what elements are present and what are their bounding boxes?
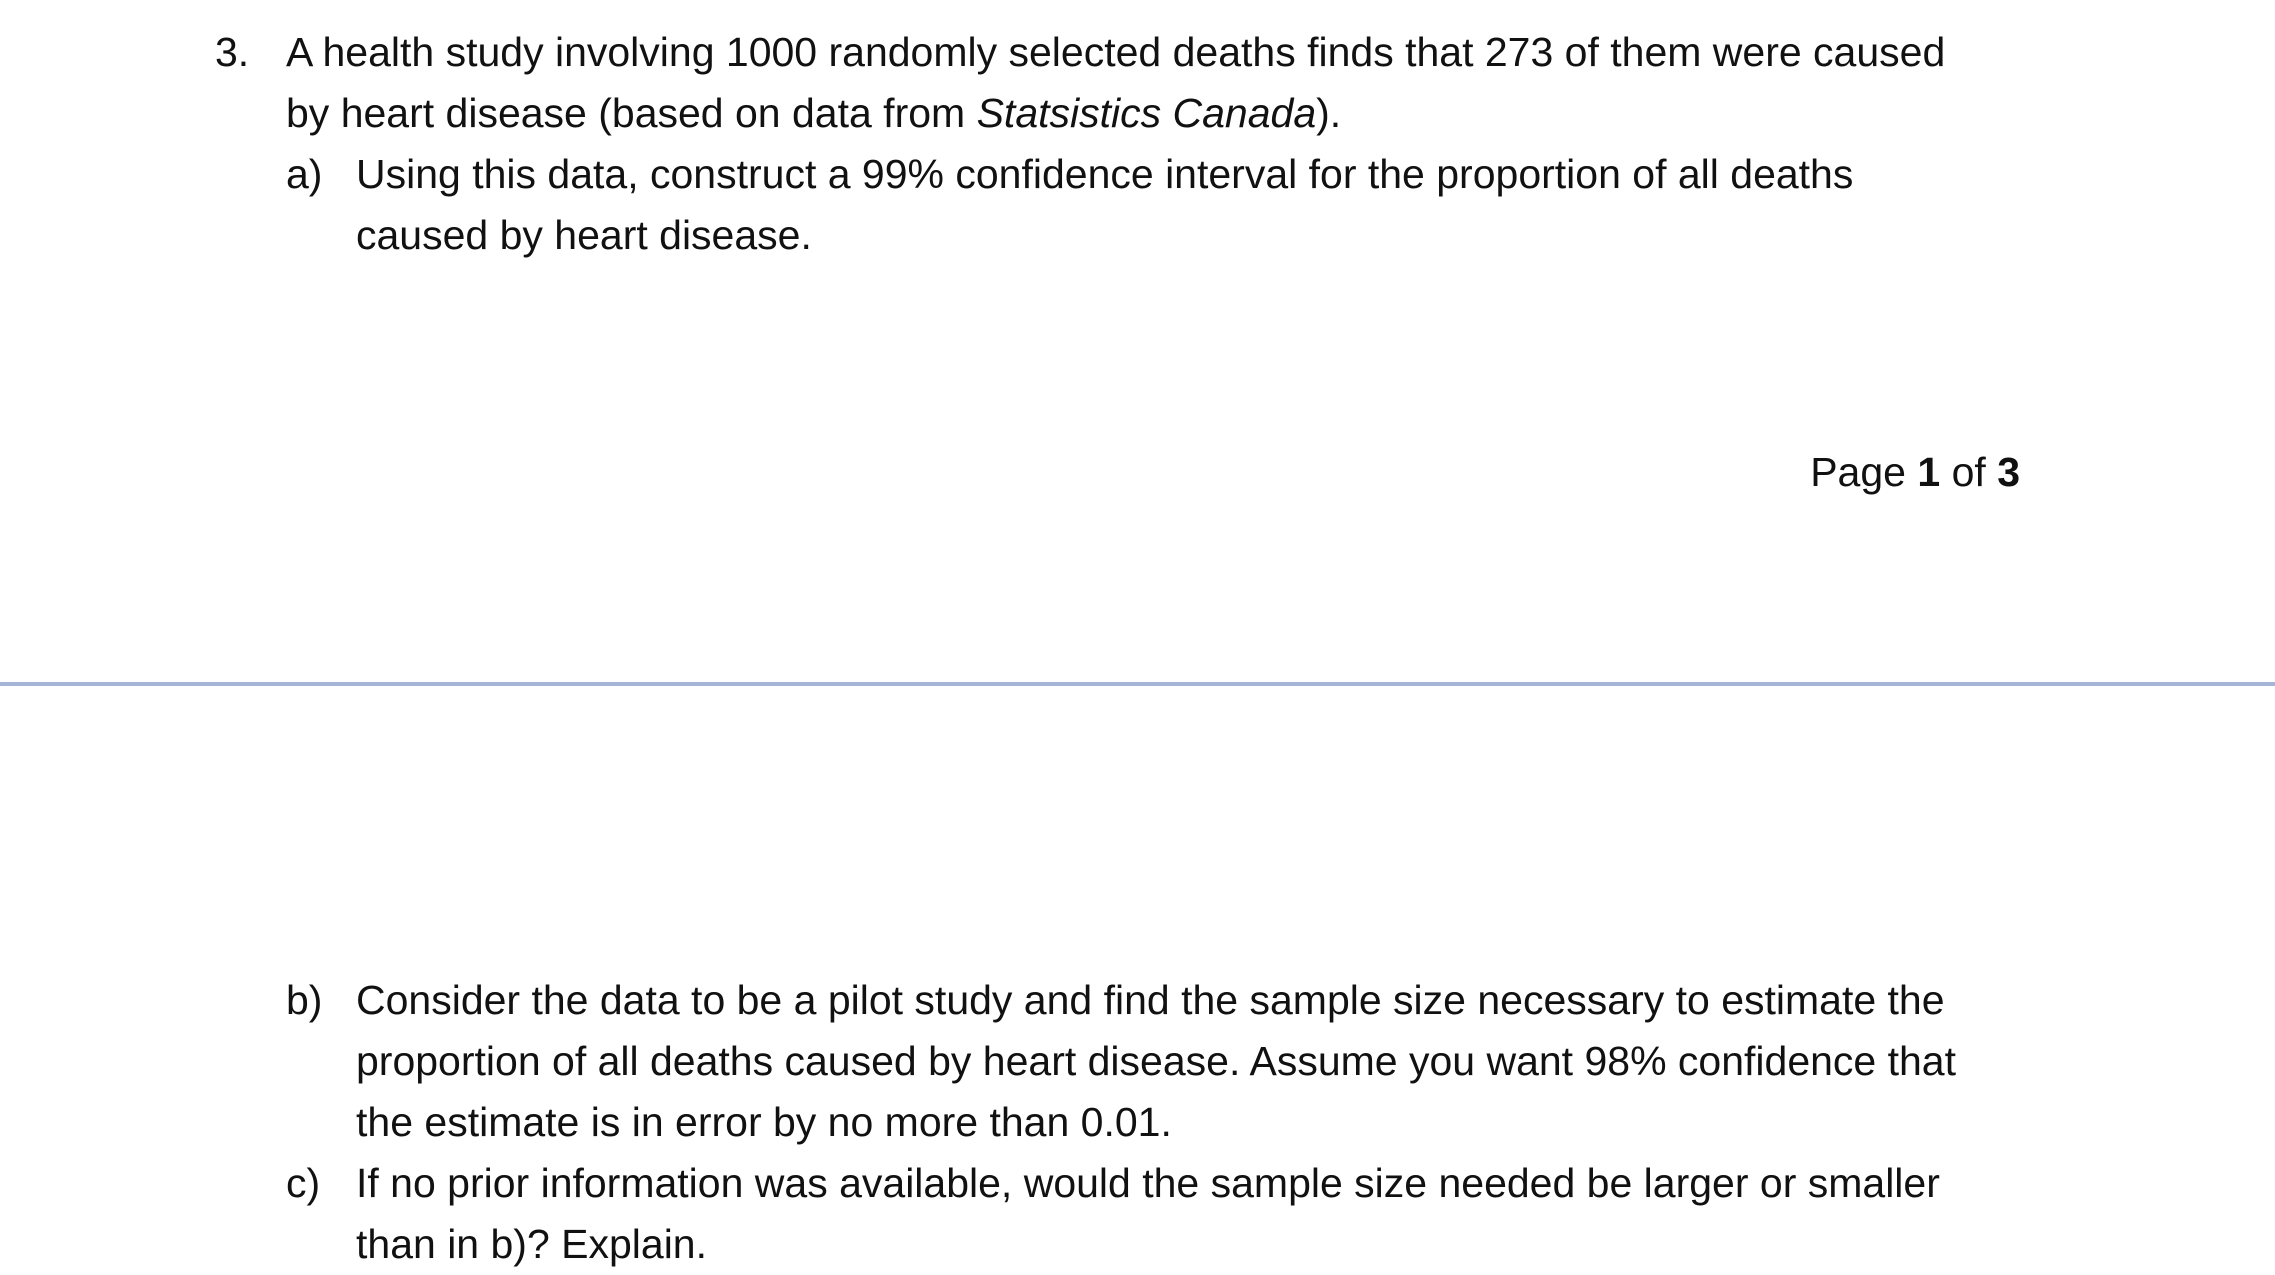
question-text-line-2-end: ). — [1316, 90, 1342, 136]
part-b-label: b) — [286, 977, 323, 1023]
question-text-line-1: A health study involving 1000 randomly selected deaths finds that 273 of them were caused — [286, 29, 1946, 75]
part-a-text-line-2: caused by heart disease. — [356, 212, 812, 258]
part-a-text-line-1: Using this data, construct a 99% confidence interval for the proportion of all deaths — [356, 151, 1854, 197]
part-b-text-line-3: the estimate is in error by no more than 0.01. — [356, 1099, 1172, 1145]
page-total: 3 — [1997, 449, 2020, 495]
source-name: Statsistics Canada — [976, 90, 1317, 136]
question-number: 3. — [215, 29, 250, 75]
part-c-text-line-1: If no prior information was available, would the sample size needed be larger or smaller — [356, 1160, 1940, 1206]
page-break-divider — [0, 682, 2275, 686]
of-word: of — [1951, 449, 1986, 495]
page-number — [1810, 449, 2020, 495]
part-c-text-line-2: than in b)? Explain. — [356, 1221, 708, 1267]
question-text-line-2-start: by heart disease (based on data from — [286, 90, 977, 136]
part-b-text-line-2: proportion of all deaths caused by heart disease. Assume you want 98% confidence that — [356, 1038, 1957, 1084]
page-current: 1 — [1917, 449, 1941, 495]
question-text-line-2 — [286, 90, 1342, 136]
part-c-label: c) — [286, 1160, 321, 1206]
part-b-text-line-1: Consider the data to be a pilot study and find the sample size necessary to estimate the — [356, 977, 1945, 1023]
page-word: Page — [1810, 449, 1906, 495]
part-a-label: a) — [286, 151, 323, 197]
